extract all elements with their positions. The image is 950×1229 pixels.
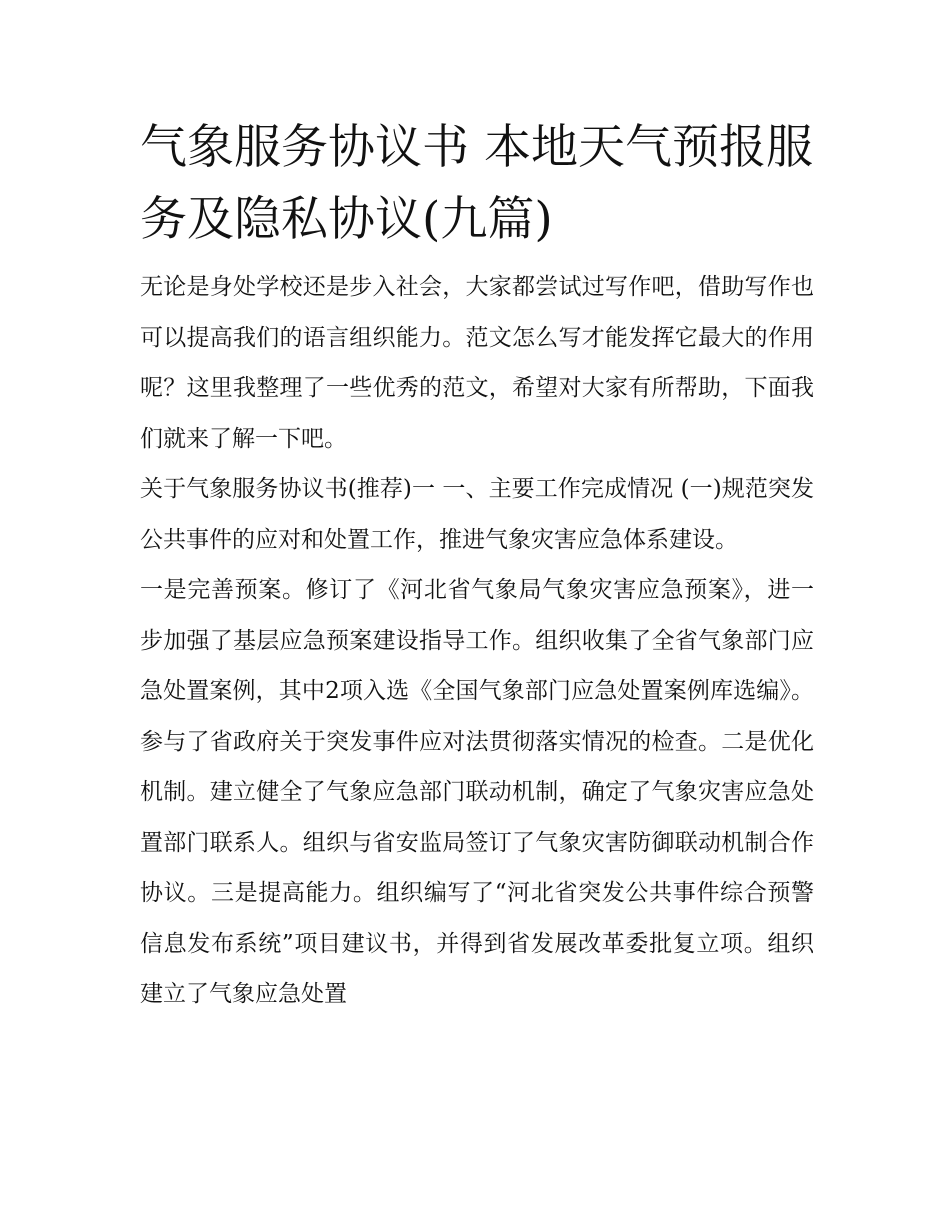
section-heading-paragraph: 关于气象服务协议书(推荐)一 一、主要工作完成情况 (一)规范突发公共事件的应对和处置工作，推进气象灾害应急体系建设。 — [140, 476, 814, 553]
body-paragraph: 一是完善预案。修订了《河北省气象局气象灾害应急预案》，进一步加强了基层应急预案建设指导工作。组织收集了全省气象部门应急处置案例，其中2项入选《全国气象部门应急处置案例库选编》。参与了省政府关于突发事件应对法贯彻落实情况的检查。二是优化机制。建立健全了气象应急部门联动机制，确定了气象灾害应急处置部门联系人。组织与省安监局签订了气象灾害防御联动机制合作协议。三是提高能力。组织编写了“河北省突发公共事件综合预警信息发布系统”项目建议书，并得到省发展改革委批复立项。组织建立了气象应急处置 — [140, 577, 814, 1007]
intro-paragraph: 无论是身处学校还是步入社会，大家都尝试过写作吧，借助写作也可以提高我们的语言组织能力。范文怎么写才能发挥它最大的作用呢？这里我整理了一些优秀的范文，希望对大家有所帮助，下面我们就来了解一下吧。 — [140, 274, 814, 452]
document-title: 气象服务协议书 本地天气预报服务及隐私协议(九篇) — [140, 120, 813, 247]
document-body — [140, 112, 814, 1020]
